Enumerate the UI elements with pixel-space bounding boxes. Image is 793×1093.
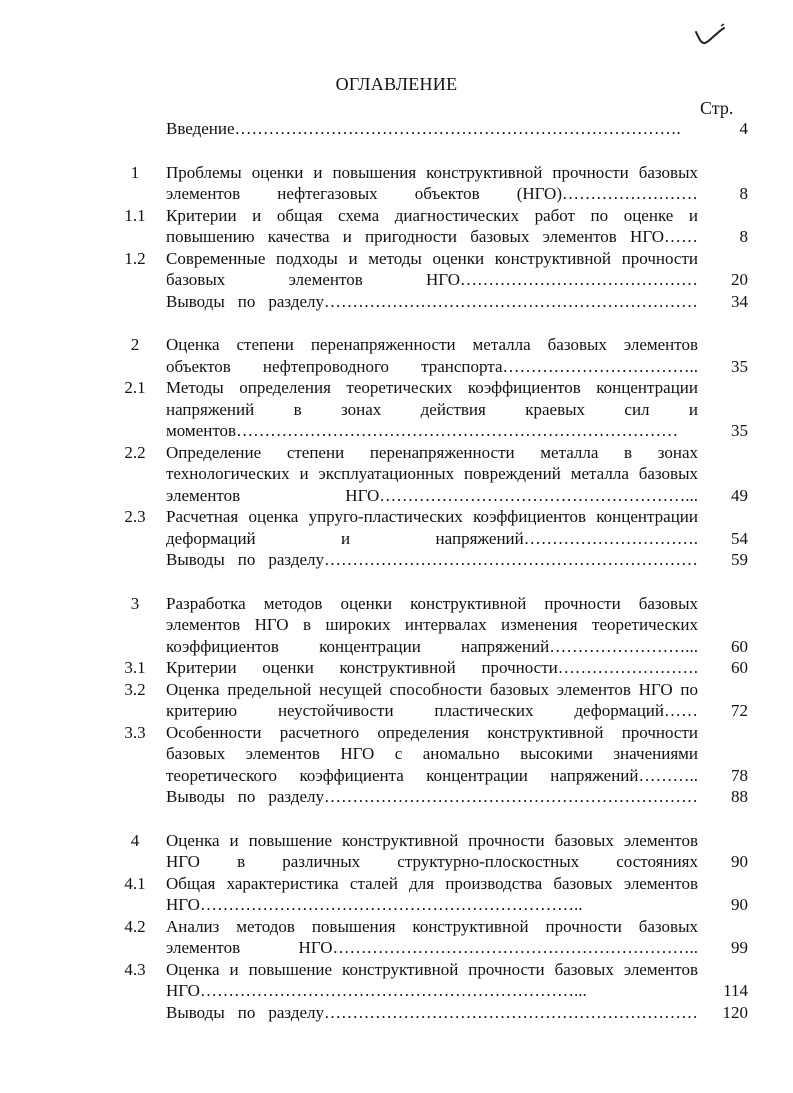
toc-entry: [118, 506, 748, 549]
toc-entry-number: 3.1: [124, 658, 146, 677]
toc-entry-page: 20: [731, 270, 748, 289]
toc-entry: [118, 162, 748, 205]
toc-entry-title: Определение степени перенапряженности металла в зонах технологических и эксплуатационных повреждений металла базовых элементов НГО………………………………………………...: [166, 442, 698, 505]
toc-entry-title: Современные подходы и методы оценки конструктивной прочности базовых элементов НГО……………………………………: [166, 248, 698, 289]
toc-entry: [118, 377, 748, 442]
toc-entry-conclusions: [118, 1002, 748, 1024]
section-gap: [118, 808, 748, 830]
toc-entry-page: 120: [722, 1002, 748, 1022]
toc-entry: [118, 722, 748, 787]
toc-entry-page: 90: [731, 852, 748, 871]
toc-entry-number: 1: [130, 162, 140, 182]
toc-entry-page: 4: [739, 119, 748, 138]
toc-entry-page: 35: [731, 421, 748, 440]
toc-entry-title: Введение…………………………………………………………………….: [166, 119, 681, 138]
section-gap: [118, 140, 748, 162]
toc-entry-page: 78: [731, 765, 748, 785]
toc-entry-page: 54: [731, 528, 748, 548]
handwritten-checkmark-icon: [693, 22, 727, 48]
toc-entry-title: Оценка и повышение конструктивной прочности базовых элементов НГО…………………………………………………………...: [166, 959, 698, 1000]
toc-entry: [118, 205, 748, 248]
toc-entry-number: [118, 549, 166, 571]
toc-entry-title: Особенности расчетного определения конструктивной прочности базовых элементов НГО с аномально высокими значениями теоретического коэффициента концентрации напряжений………..: [166, 722, 698, 785]
toc-entry-title: Проблемы оценки и повышения конструктивной прочности базовых элементов нефтегазовых объектов (НГО)……………………: [166, 162, 698, 203]
toc-entry-number: 1.2: [124, 248, 146, 268]
toc-entry-page: 59: [731, 550, 748, 569]
toc-entry-number: [118, 291, 166, 313]
toc-entry-title: Расчетная оценка упруго-пластических коэффициентов концентрации деформаций и напряжений………………………….: [166, 507, 698, 548]
toc-entry-title: Критерии и общая схема диагностических работ по оценке и повышению качества и пригодности базовых элементов НГО……: [166, 205, 698, 246]
toc-entry-title: Выводы по разделу…………………………………………………………: [166, 1002, 698, 1022]
toc-entry-title: Анализ методов повышения конструктивной прочности базовых элементов НГО………………………………………………………..: [166, 916, 698, 957]
toc-entry-number: 4: [130, 830, 140, 850]
toc-entry: [118, 334, 748, 377]
toc-entry: [118, 442, 748, 507]
toc-entry: [118, 679, 748, 722]
toc-entry-page: 114: [723, 981, 748, 1000]
toc-entry-title: Оценка степени перенапряженности металла базовых элементов объектов нефтепроводного транспорта……………………………..: [166, 335, 698, 376]
toc-entry-page: 60: [731, 658, 748, 677]
toc-entry-number: 4.1: [124, 873, 146, 893]
toc-entry-number: 1.1: [124, 205, 146, 225]
toc-entry-number: 2.1: [124, 378, 146, 397]
toc-entry: [118, 593, 748, 658]
toc-entry-number: 2.2: [124, 442, 146, 462]
toc-entry-title: Выводы по разделу…………………………………………………………: [166, 550, 698, 569]
toc-entry-title: Оценка предельной несущей способности базовых элементов НГО по критерию неустойчивости пластических деформаций……: [166, 679, 698, 720]
toc-entry-title: Выводы по разделу…………………………………………………………: [166, 787, 698, 806]
page-column-label: Стр.: [700, 98, 734, 118]
toc-entry: [118, 657, 748, 679]
toc-entry-number: 4.3: [124, 959, 146, 979]
toc-entry-number: [118, 1002, 166, 1024]
page-title: ОГЛАВЛЕНИЕ: [335, 74, 458, 94]
toc-entry: [118, 830, 748, 873]
toc-entry-title: Общая характеристика сталей для производства базовых элементов НГО…………………………………………………………..: [166, 873, 698, 914]
toc-entry-page: 49: [731, 485, 748, 505]
toc-entry-number: [118, 118, 166, 140]
toc-entry-conclusions: [118, 549, 748, 571]
toc-entry-number: 3: [130, 593, 140, 613]
toc-entry-conclusions: [118, 291, 748, 313]
toc-entry-page: 8: [739, 184, 748, 203]
toc-entry-page: 72: [731, 701, 748, 720]
section-gap: [118, 571, 748, 593]
toc-entry-number: [118, 786, 166, 808]
toc-entry-number: 2.3: [124, 507, 146, 526]
toc-entry-title: Оценка и повышение конструктивной прочности базовых элементов НГО в различных структурно-плоскостных состояниях: [166, 830, 698, 871]
toc-entry-title: Критерии оценки конструктивной прочности…………………….: [166, 658, 698, 677]
toc-entry-conclusions: [118, 786, 748, 808]
toc-entry-page: 90: [731, 895, 748, 914]
toc-entry-page: 88: [731, 787, 748, 806]
toc-entry: [118, 916, 748, 959]
toc-entry-number: 3.3: [124, 722, 146, 742]
toc-entry: [118, 873, 748, 916]
toc-entry-page: 60: [731, 636, 748, 656]
toc-entry-page: 8: [739, 227, 748, 246]
toc-entry: [118, 248, 748, 291]
toc-entry-number: 4.2: [124, 916, 146, 936]
toc-entry: [118, 959, 748, 1002]
section-gap: [118, 312, 748, 334]
toc-entry-title: Разработка методов оценки конструктивной прочности базовых элементов НГО в широких интервалах изменения теоретических коэффициентов концентрации напряжений……………………...: [166, 593, 698, 656]
toc-entry-page: 35: [731, 356, 748, 376]
toc-entry-intro: [118, 118, 748, 140]
toc-entry-number: 2: [130, 335, 140, 354]
toc-entry-page: 34: [731, 291, 748, 311]
toc-entry-page: 99: [731, 938, 748, 957]
toc-entry-number: 3.2: [124, 679, 146, 699]
table-of-contents: [118, 118, 748, 1023]
toc-entry-title: Методы определения теоретических коэффициентов концентрации напряжений в зонах действия краевых сил и моментов……………………………………………………………………: [166, 378, 698, 440]
toc-entry-title: Выводы по разделу…………………………………………………………: [166, 291, 698, 311]
